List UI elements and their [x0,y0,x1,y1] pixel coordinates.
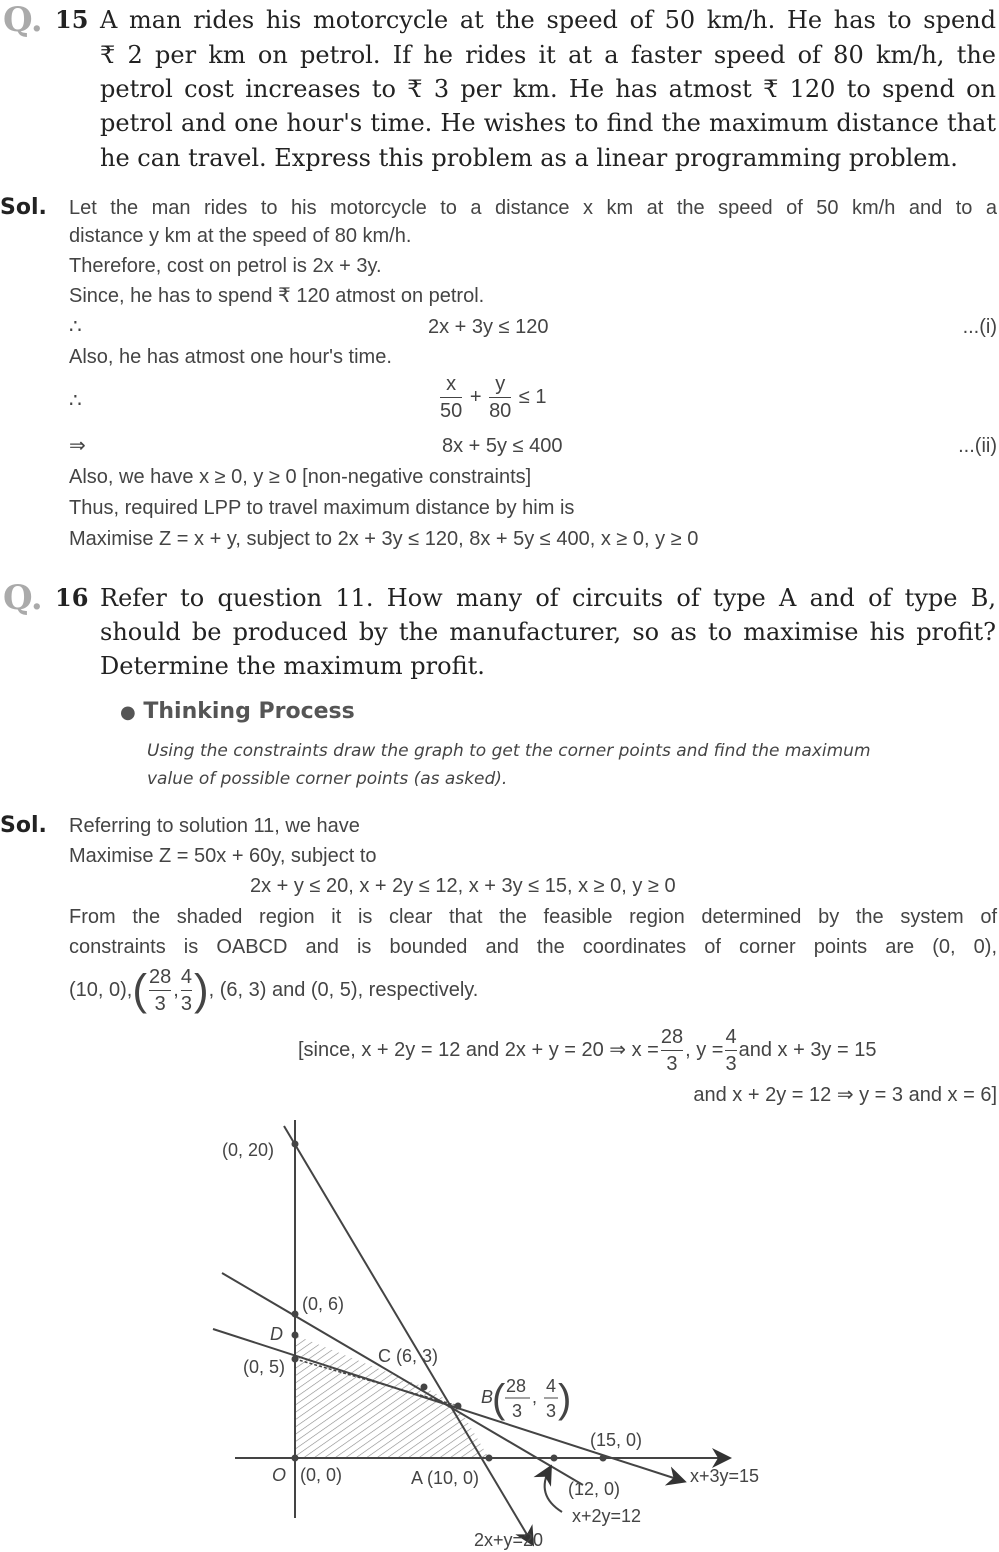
label: (15, 0) [590,1430,643,1450]
point [551,1455,558,1462]
question-number: 16 [55,583,89,612]
text: [since, x + 2y = 12 and 2x + y = 20 ⇒ x = [298,1039,659,1061]
denominator: 80 [489,400,512,422]
numerator: 28 [149,964,171,991]
point [292,1455,299,1462]
label: 4 [546,1376,557,1396]
label: (0, 5) [243,1357,286,1377]
solution-line: constraints is OABCD and is bounded and the coordinates of corner points are (0, 0), [69,936,997,958]
thinking-line: value of possible corner points (as asked). [147,769,508,789]
solution-label: Sol. [0,195,47,220]
solution-line: Since, he has to spend ₹ 120 atmost on petrol. [69,285,485,307]
label: C (6, 3) [378,1346,439,1366]
label: 28 [506,1376,527,1396]
equation: 2x + 3y ≤ 120 [428,316,549,338]
pointer-arrow [545,1468,562,1512]
label: 3 [546,1401,557,1421]
solution-line: Also, we have x ≥ 0, y ≥ 0 [non-negative constraints] [69,466,532,488]
point [292,1332,299,1339]
solution-line: Referring to solution 11, we have [69,815,360,837]
equation-tag: ...(i) [962,316,997,338]
denominator: 3 [725,1053,737,1076]
text: , y = [685,1039,724,1061]
question-line: should be produced by the manufacturer, so as to maximise his profit? [100,618,996,646]
label: x+3y=15 [690,1466,760,1486]
question-line: petrol and one hour's time. He wishes to find the maximum distance that [100,109,996,137]
label: D [270,1324,283,1344]
numerator: 4 [181,964,192,991]
lightbulb-icon: ● [120,702,136,723]
paren: ) [558,1377,572,1421]
rhs: ≤ 1 [518,385,547,408]
denominator: 3 [666,1053,678,1076]
point [292,1356,299,1363]
therefore-symbol: ∴ [69,390,82,412]
solution-line: Maximise Z = x + y, subject to 2x + 3y ≤ 120, 8x + 5y ≤ 400, x ≥ 0, y ≥ 0 [69,528,699,550]
numerator: 28 [661,1024,683,1051]
label: 3 [512,1401,523,1421]
constraints: 2x + y ≤ 20, x + 2y ≤ 12, x + 3y ≤ 15, x ≥ 0, y ≥ 0 [250,875,676,897]
question-line: ₹ 2 per km on petrol. If he rides it at a faster speed of 80 km/h, the [100,41,996,69]
label: x+2y=12 [572,1506,642,1526]
solution-line: Thus, required LPP to travel maximum distance by him is [69,497,575,519]
point [292,1141,299,1148]
question-number: 15 [55,5,89,34]
equation: 8x + 5y ≤ 400 [442,435,563,457]
corner-points-line: (10, 0),( $\frac{28}{3}$ , $\frac{4}{3}$ ), (6, 3) and (0, 5), respectively. [69,965,479,1016]
thinking-line: Using the constraints draw the graph to get the corner points and find the maximum [147,741,871,761]
denominator: 50 [440,400,463,422]
solution-line: distance y km at the speed of 80 km/h. [69,225,412,247]
question-line: Refer to question 11. How many of circuits of type A and of type B, [100,584,996,612]
point [486,1455,493,1462]
question-mark-icon: Q. [3,0,43,40]
point [455,1403,462,1410]
label: 2x+y=20 [474,1530,544,1550]
therefore-symbol: ∴ [69,316,82,338]
text: and x + 3y = 15 [738,1039,877,1061]
plus: + [469,385,482,408]
label: (12, 0) [568,1479,621,1499]
solution-line: From the shaded region it is clear that the feasible region determined by the system of [69,906,997,928]
denominator: 3 [154,993,166,1016]
question-line: petrol cost increases to ₹ 3 per km. He has atmost ₹ 120 to spend on [100,75,996,103]
implies-symbol: ⇒ [69,435,86,457]
equation-tag: ...(ii) [958,435,997,457]
question-line: A man rides his motorcycle at the speed of 50 km/h. He has to spend [100,6,996,34]
solution-line: Therefore, cost on petrol is 2x + 3y. [69,255,382,277]
denominator: 3 [180,993,192,1016]
numerator: y [489,371,511,398]
question-line: he can travel. Express this problem as a linear programming problem. [100,144,958,172]
label: (0, 0) [300,1465,343,1485]
label: (0, 20) [222,1140,275,1160]
point [292,1311,299,1318]
text: , (6, 3) and (0, 5), respectively. [208,979,479,1001]
solution-label: Sol. [0,813,47,838]
paren: ( [492,1377,506,1421]
solution-line: Also, he has atmost one hour's time. [69,346,392,368]
label: B [481,1387,494,1407]
comma: , [532,1387,538,1407]
point [600,1455,607,1462]
numerator: 4 [725,1024,736,1051]
text: (10, 0), [69,979,133,1001]
label: (0, 6) [302,1294,345,1314]
solution-line: Maximise Z = 50x + 60y, subject to [69,845,377,867]
label: O [272,1465,287,1485]
point [421,1384,428,1391]
since-line: and x + 2y = 12 ⇒ y = 3 and x = 6] [693,1084,997,1106]
solution-line: Let the man rides to his motorcycle to a distance x km at the speed of 50 km/h and to a [69,197,997,219]
question-line: Determine the maximum profit. [100,652,485,680]
label: A (10, 0) [411,1468,480,1488]
question-mark-icon: Q. [3,578,43,618]
heading-text: Thinking Process [143,699,355,724]
numerator: x [440,371,462,398]
